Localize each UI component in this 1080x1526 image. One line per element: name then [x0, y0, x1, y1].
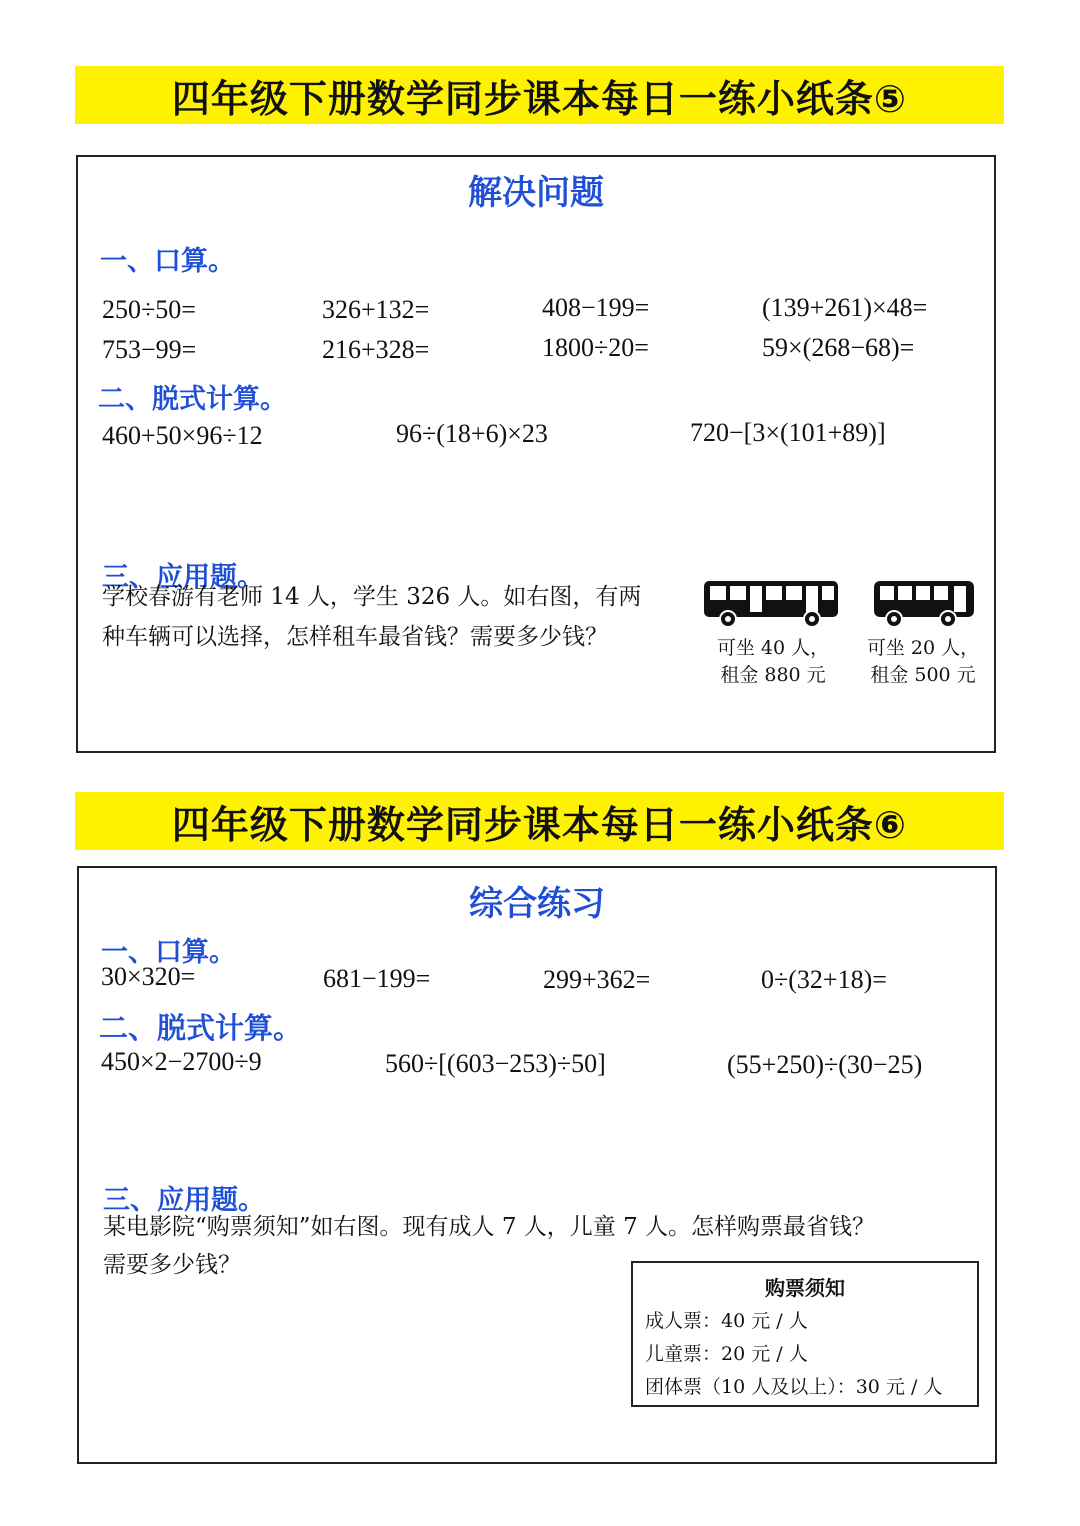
notice-adult: 成人票：40 元 / 人: [645, 1310, 808, 1332]
small-bus-capacity: 可坐 20 人，: [866, 637, 980, 659]
oral-item: 681−199=: [323, 964, 431, 993]
oral-item: 299+362=: [543, 965, 651, 994]
oral-item: 250÷50=: [102, 295, 196, 324]
calc-item: 720−[3×(101+89)]: [690, 418, 886, 447]
calc-item: 460+50×96÷12: [102, 421, 263, 450]
large-bus-capacity: 可坐 40 人，: [716, 637, 830, 659]
small-bus-icon: [872, 579, 978, 629]
oral-item: 1800÷20=: [542, 333, 649, 362]
sheet5-section-oral: 一、口算。: [100, 246, 235, 277]
calc-item: 560÷[(603−253)÷50]: [385, 1049, 606, 1078]
sheet6-section-application: 三、应用题。: [103, 1185, 265, 1216]
notice-group: 团体票（10 人及以上）：30 元 / 人: [645, 1376, 943, 1398]
small-bus-rent: 租金 500 元: [870, 664, 976, 686]
sheet5-card: [76, 155, 996, 753]
sheet6-banner: 四年级下册数学同步课本每日一练小纸条⑥: [75, 792, 1004, 850]
sheet5-section-calc: 二、脱式计算。: [98, 384, 287, 415]
calc-item: 450×2−2700÷9: [101, 1047, 262, 1076]
sheet6-problem-line: 某电影院“购票须知”如右图。现有成人 7 人，儿童 7 人。怎样购票最省钱？: [103, 1214, 876, 1240]
sheet6-card: [77, 866, 997, 1464]
large-bus-icon: [702, 579, 842, 629]
oral-item: 30×320=: [101, 962, 196, 991]
oral-item: (139+261)×48=: [762, 293, 928, 322]
sheet5-problem-line: 种车辆可以选择，怎样租车最省钱？需要多少钱？: [102, 624, 608, 650]
notice-child: 儿童票：20 元 / 人: [645, 1343, 808, 1365]
calc-item: (55+250)÷(30−25): [727, 1050, 923, 1079]
calc-item: 96÷(18+6)×23: [396, 419, 548, 448]
ticket-notice: [631, 1261, 979, 1407]
oral-item: 408−199=: [542, 293, 650, 322]
sheet6-section-oral: 一、口算。: [101, 937, 236, 968]
oral-item: 326+132=: [322, 295, 430, 324]
oral-item: 59×(268−68)=: [762, 333, 915, 362]
sheet5-title: 解决问题: [468, 173, 604, 213]
oral-item: 753−99=: [102, 335, 197, 364]
sheet5-banner: 四年级下册数学同步课本每日一练小纸条⑤: [75, 66, 1004, 124]
oral-item: 216+328=: [322, 335, 430, 364]
sheet5-section-application: 三、应用题。: [102, 562, 264, 593]
oral-item: 0÷(32+18)=: [761, 965, 887, 994]
large-bus-caption: [708, 635, 838, 689]
sheet6-title: 综合练习: [469, 884, 605, 924]
large-bus-rent: 租金 880 元: [720, 664, 826, 686]
notice-title: 购票须知: [765, 1276, 845, 1300]
sheet6-section-calc: 二、脱式计算。: [99, 1011, 303, 1045]
sheet6-problem-line: 需要多少钱？: [103, 1252, 241, 1278]
sheet5-problem-line: 学校春游有老师 14 人，学生 326 人。如右图，有两: [102, 584, 642, 610]
small-bus-caption: [858, 635, 988, 689]
